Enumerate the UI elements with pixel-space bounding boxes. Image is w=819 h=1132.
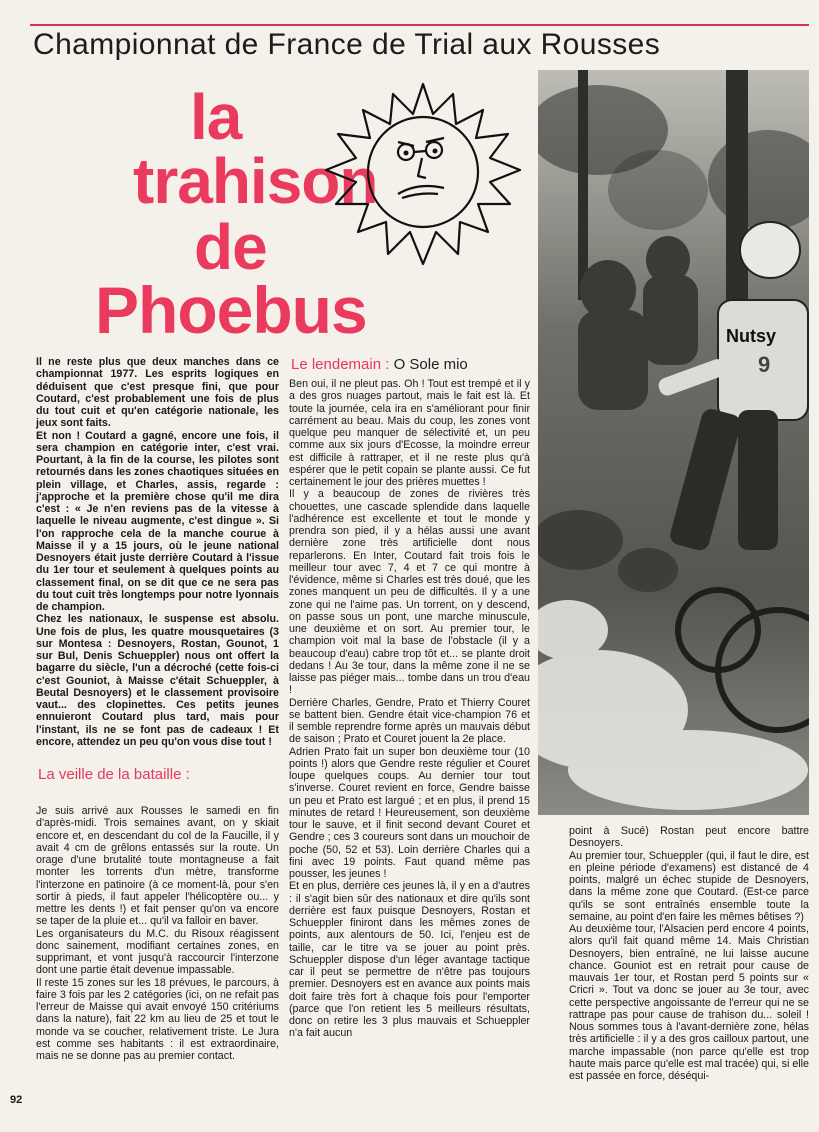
top-rule <box>30 24 809 26</box>
intro-paragraph: Et non ! Coutard a gagné, encore une fois, il sera champion en catégorie inter, c'est vrai. Pourtant, à la fin de la course, les pilotes sont retournés dans les zones chaotiques situées en plein village, et Charles, assis, regarde : j'approche et la première chose qu'il me dira c'est : « Je n'en reviens pas de la vitesse à laquelle le niveau augmente, c'est dingue ». Si l'on rapproche cela de la manche courue à Maisse il y a 15 jours, où le jeune national Desnoyers était juste derrière Coutard à l'issue du 1er tour et seulement à quelques points au classement final, on se dit que ce ne sera pas du tout cuit très longtemps pour notre lyonnais de champion. <box>36 429 279 613</box>
jersey-text: Nutsy <box>726 326 777 346</box>
middle-column <box>289 378 530 1040</box>
body-paragraph: Je suis arrivé aux Rousses le samedi en fin d'après-midi. Trois semaines avant, on y skiait encore et, en descendant du col de la Faucille, il y avait 4 cm de grêlons entassés sur la route. Un orage d'une brutalité toute montagneuse a fait monter les torrents d'un mètre, transforme l'interzone en patinoire (à ce moment-là, pour s'en sortir à pieds, il faut appeler l'hélicoptère ou... y mettre les dents !) et fait penser qu'on va encore se taper de la pluie et... qu'il va falloir en baver. <box>36 805 279 928</box>
body-paragraph: Et en plus, derrière ces jeunes là, il y en a d'autres : il s'agit bien sûr des nationaux et dire qu'ils sont derrière est faux puisque Desnoyers, Rostan et Schueppler finiront dans les mêmes zones de points, aux alentours de 50. Ici, l'enjeu est de taille, car le titre va se jouer au point près. Schueppler dispose d'un léger avantage tactique car il peut se permettre de n'être pas toujours premier. Desnoyers est en avance aux points mais doit faire très fort à chaque fois pour l'emporter (parce que l'on retient les 5 meilleurs résultats, donc on retire les 3 plus mauvais et Schueppler n'a fait aucun <box>289 880 530 1040</box>
body-paragraph: point à Sucé) Rostan peut encore battre Desnoyers. <box>569 825 809 850</box>
sun-face-icon <box>318 72 528 272</box>
body-paragraph: Derrière Charles, Gendre, Prato et Thierry Couret se battent bien. Gendre était vice-champion 76 et il semble reprendre forme après un mauvais début de saison ; Prato et Couret jouent la 2e place. <box>289 696 530 746</box>
right-column <box>569 825 809 1082</box>
intro-paragraph: Chez les nationaux, le suspense est absolu. Une fois de plus, les quatre mousquetaires (3 sur Montesa : Desnoyers, Rostan, Gounot, 1 sur Bul, Denis Schueppler) nous ont offert la bagarre du siècle, l'un a décroché (cette fois-ci c'est Gouniot, à Maisse c'était Schueppler, à Beutal Desnoyers) et le classement provisoire vaut... des clopinettes. Ces petits jeunes ennuieront Coutard plus tard, mais pour l'instant, ils ne se font pas de cadeaux ! Et encore, attendez un peu qu'on vous dise tout ! <box>36 613 279 748</box>
trial-rider-photo <box>538 70 809 815</box>
headline-line-3: de <box>194 211 267 283</box>
veille-column <box>36 805 279 1062</box>
intro-column <box>36 356 279 748</box>
subhead-lendemain-label: Le lendemain : <box>291 356 390 373</box>
subhead-lendemain <box>291 356 468 373</box>
body-paragraph: Au deuxième tour, l'Alsacien perd encore 4 points, alors qu'il fait quand même 14. Mais Christian Desnoyers, bien entraîné, ne lui laisse aucune chance. Gouniot est en retrait pour cause de mauvais 1er tour, et Rostan perd 5 points sur « Cricri ». Tout va donc se jouer au 3e tour, avec cette perspective angoissante de l'erreur qui ne se rattrape pas pour cause de trahison du... soleil ! Nous sommes tous à l'avant-dernière zone, hélas très artificielle : il y a des gros cailloux partout, une marche impassable (non parce qu'elle est trop haute mais parce qu'elle est mal tracée) qui, si elle est passée en force, déséqui- <box>569 923 809 1082</box>
headline-line-2: trahison <box>133 145 378 217</box>
kicker: Championnat de France de Trial aux Rousses <box>33 28 661 61</box>
body-paragraph: Ben oui, il ne pleut pas. Oh ! Tout est trempé et il y a des gros nuages partout, mais le fait est là. Et toute la journée, cela ira en s'améliorant pour finir carrément au beau. Mais du coup, les zones vont quelque peu manquer de sélectivité et, un peu comme aux six jours d'Ecosse, la moindre erreur est difficile à rattraper, et il ne reste plus qu'à espérer que le petit copain se plante aussi. Ce fut certainement le jour des prières muettes ! <box>289 378 530 488</box>
body-paragraph: Adrien Prato fait un super bon deuxième tour (10 points !) alors que Gendre reste régulier et Couret loupe quelques coups. Au dernier tour tout s'inverse. Couret revient en force, Gendre baisse un peu et Prato est largué ; et en plus, il prend 15 minutes de retard ! Heureusement, son deuxième tour le sauve, et il finit second devant Couret et Gendre ; ces 3 coureurs sont dans un mouchoir de poche (50, 52 et 53). Loin derrière Charles qui a fini avec 19 points. Faut quand même pas pousser, les jeunes ! <box>289 745 530 880</box>
headline-line-1: la <box>190 81 242 153</box>
intro-paragraph: Il ne reste plus que deux manches dans ce championnat 1977. Les esprits logiques en déduisent que c'est presque fini, que pour Coutard, c'est probablement une fois de plus du tout cuit et qu'en catégorie nationale, les jeux sont faits. <box>36 356 279 430</box>
body-paragraph: Les organisateurs du M.C. du Risoux réagissent donc sainement, modifiant certaines zones, en supprimant, et vont jusqu'à raccourcir l'interzone dont une partie était devenue impassable. <box>36 927 279 977</box>
page-number: 92 <box>10 1094 23 1106</box>
body-paragraph: Il y a beaucoup de zones de rivières très chouettes, une cascade splendide dans laquelle l'adhérence est excellente et tout le monde y prendra son pied, il y a hélas aussi une avant dernière zone très artificielle dont nous reparlerons. En Inter, Coutard fait trois fois le meilleur tour avec 7, 4 et 7 ce qui montre à l'évidence, même si Charles est très doué, que les zones manquent un peu de difficultés. Il y a une zone qui ne l'aime pas. Un torrent, on y descend, on passe sous un pont, une marche minuscule, une deuxième et on sort. Au premier tour, le champion voit mal la base de l'obstacle (il y a beaucoup d'eau) cabre trop tôt et... se plante droit dedans ! Au 3e tour, dans la même zone il ne se laisse pas piéger mais... tombe dans un trou d'eau ! <box>289 488 530 697</box>
headline-line-4: Phoebus <box>95 273 367 347</box>
body-paragraph: Au premier tour, Schueppler (qui, il faut le dire, est en pleine période d'examens) est distancé de 4 points, malgré un échec stupide de Desnoyers, dans la même zone que Coutard. (Est-ce parce qu'ils se sont entraînés ensemble toute la semaine, au point d'en faire les mêmes bêtises ?) <box>569 849 809 923</box>
photo-illustration <box>538 70 809 815</box>
subhead-lendemain-tail: O Sole mio <box>393 356 468 373</box>
jersey-number: 9 <box>758 352 771 377</box>
subhead-veille: La veille de la bataille : <box>38 766 190 783</box>
body-paragraph: Il reste 15 zones sur les 18 prévues, le parcours, à faire 3 fois par les 2 catégories (ici, on ne refait pas l'erreur de Maisse qui avait envoyé 150 critériums dans la nature), fait 22 km au lieu de 25 et tout le monde va se coucher, relativement triste. Le Jura est comme ses habitants : il est extraordinaire, mais ne se donne pas au premier contact. <box>36 976 279 1062</box>
